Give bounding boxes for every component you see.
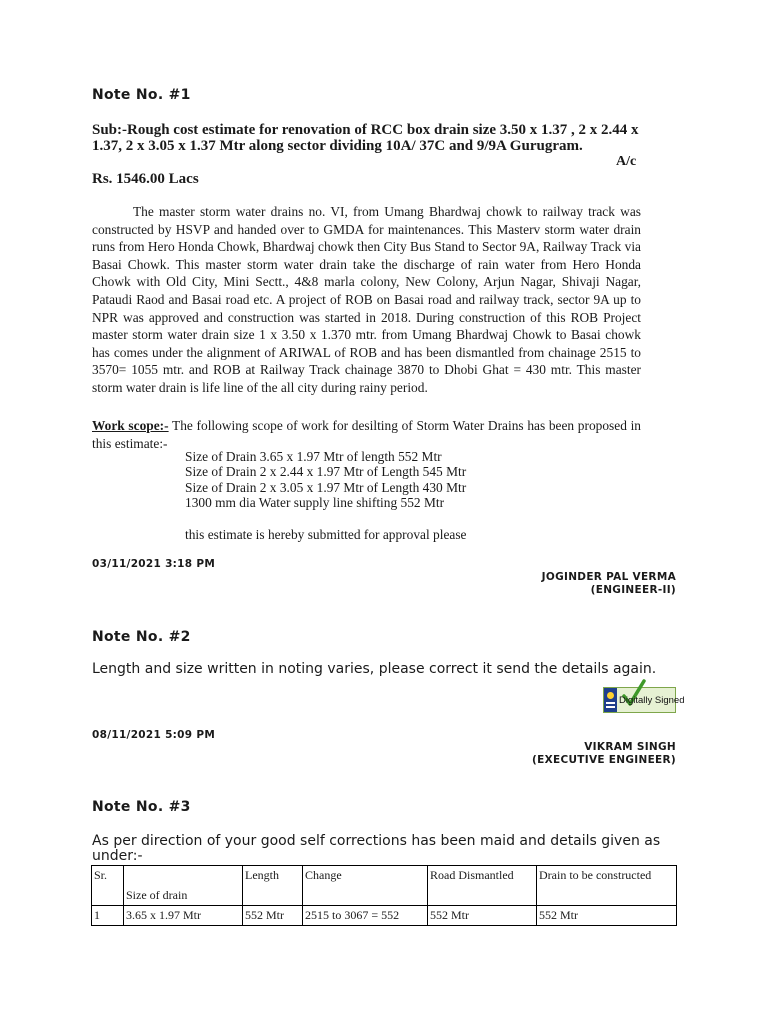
table-header-cell: Length	[243, 866, 303, 906]
note-1-amount: Rs. 1546.00 Lacs	[92, 171, 199, 187]
table-header-cell: Drain to be constructed	[537, 866, 677, 906]
table-header-cell: Change	[303, 866, 428, 906]
table-cell: 552 Mtr	[537, 906, 677, 926]
signer-role: (EXECUTIVE ENGINEER)	[532, 754, 676, 766]
note-1-signature	[542, 571, 676, 597]
work-item: Size of Drain 2 x 3.05 x 1.97 Mtr of Length 430 Mtr	[185, 479, 467, 495]
table-cell: 3.65 x 1.97 Mtr	[124, 906, 243, 926]
digitally-signed-badge	[603, 687, 685, 713]
note-3-text: As per direction of your good self corrections has been maid and details given as under:-	[92, 833, 661, 864]
drain-details-table	[91, 865, 677, 926]
signer-role: (ENGINEER-II)	[590, 584, 676, 596]
work-items-list	[185, 449, 466, 511]
note-3-title: Note No. #3	[92, 799, 191, 815]
table-cell: 552 Mtr	[428, 906, 537, 926]
table-cell: 552 Mtr	[243, 906, 303, 926]
table-cell: 2515 to 3067 = 552	[303, 906, 428, 926]
table-header-row	[92, 866, 677, 906]
signature-stamp-icon	[604, 688, 617, 712]
table-row	[92, 906, 677, 926]
note-2-timestamp: 08/11/2021 5:09 PM	[92, 729, 216, 741]
work-scope-label: Work scope:-	[92, 418, 169, 433]
work-item: Size of Drain 3.65 x 1.97 Mtr of length 552 Mtr	[185, 449, 442, 464]
work-scope-text: The following scope of work for desilting of Storm Water Drains has been proposed in this estimate:-	[92, 418, 641, 451]
note-1-subject: Sub:-Rough cost estimate for renovation of RCC box drain size 3.50 x 1.37 , 2 x 2.44 x 1.37, 2 x 3.05 x 1.37 Mtr along sector dividing 10A/ 37C and 9/9A Gurugram.	[92, 122, 639, 154]
work-item: Size of Drain 2 x 2.44 x 1.97 Mtr of Length 545 Mtr	[185, 464, 467, 480]
note-2-text: Length and size written in noting varies, please correct it send the details again.	[92, 661, 657, 677]
table-header-cell: Sr.	[92, 866, 124, 906]
note-1-ac: A/c	[616, 154, 637, 169]
note-1-title: Note No. #1	[92, 87, 191, 103]
work-item: 1300 mm dia Water supply line shifting 552 Mtr	[185, 495, 445, 511]
signer-name: JOGINDER PAL VERMA	[541, 571, 676, 583]
table-header-cell: Road Dismantled	[428, 866, 537, 906]
work-scope	[92, 417, 641, 452]
note-2-title: Note No. #2	[92, 629, 191, 645]
note-1-closing: this estimate is hereby submitted for approval please	[185, 527, 467, 542]
note-2-signature	[532, 741, 676, 767]
signer-name: VIKRAM SINGH	[584, 741, 676, 753]
table-header-cell: Size of drain	[124, 866, 243, 906]
note-1-paragraph: The master storm water drains no. VI, from Umang Bhardwaj chowk to railway track was constructed by HSVP and handed over to GMDA for maintenances. This Masterv storm water drain runs from Hero Honda Chowk, Bhardwaj chowk then City Bus Stand to Sector 9A, Railway Track via Basai Chowk. This master storm water drain take the discharge of rain water from Hero Honda Chowk with Old City, Mini Sectt., 4&8 marla colony, New Colony, Arjun Nagar, Shivaji Nagar, Pataudi Raod and Basai road etc. A project of ROB on Basai road and railway track, sector 9A up to NPR was approved and construction was started in 2018. During construction of this ROB Project master storm water drain size 1 x 3.50 x 1.370 mtr. from Umang Bhardwaj Chowk to Basai chowk has comes under the alignment of ARIWAL of ROB and has been dismantled from chainage 2515 to 3570= 1055 mtr. and ROB at Railway Track chainage 3870 to Dhobi Ghat = 430 mtr. This master storm water drain is life line of the all city during rainy period.	[92, 204, 641, 395]
badge-label: Digitally Signed	[619, 695, 685, 706]
note-1-timestamp: 03/11/2021 3:18 PM	[92, 558, 216, 570]
table-cell: 1	[92, 906, 124, 926]
